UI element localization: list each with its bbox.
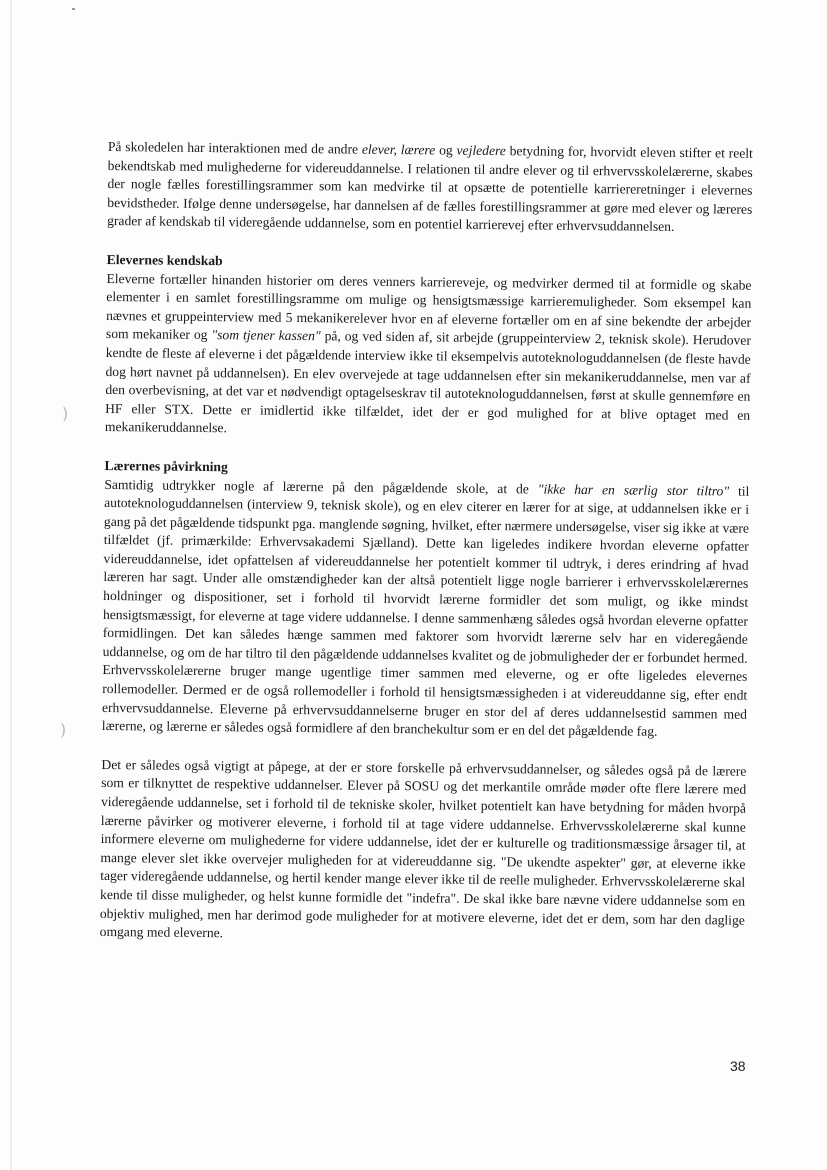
text-run: betydning for, hvorvidt eleven stifter et reelt bekendtskab med mulighederne for videreuddannelse. I relationen til andre elever og til erhvervsskolelærerne, skabes der nogle fælles forestillingsrammer som kan medvirke til at opsætte de potentielle karriereretninger i elevernes bevidstheder. Ifølge denne undersøgelse, har dannelsen af de fælles forestillingsrammer at gøre med elever og læreres grader af kendskab til videregående uddannelse, som en potentiel karrierevej efter erhvervsuddannelsen. bbox=[107, 143, 753, 235]
text-run: Eleverne fortæller hinanden historier om deres venners karriereveje, og medvirker dermed til at formidle og skabe elementer i en samlet forestillingsramme om mulige og hensigtsmæssige karrieremuligheder. Som eksempel kan nævnes et gruppeinterview med 5 mekanikerelever hvor en af eleverne fortæller om en af sine bekendte der arbejder som mekaniker og bbox=[105, 270, 752, 343]
page-number: 38 bbox=[730, 1058, 746, 1074]
section-heading-laerernes-pavirkning: Lærernes påvirkning bbox=[104, 457, 228, 475]
text-run: på, og ved siden af, sit arbejde (gruppeinterview 2, teknisk skole). Herudover kendte de fleste af eleverne i det pågældende interview ikke til eksempelvis autoteknologuddannelsen (de fleste havde dog hørt navnet på uddannelsen). En elev overvejede at tage uddannelsen efter sin mekanikeruddannelse, men var af den overbevisning, at det var et nødvendigt optagelseskrav til autoteknologuddannelsen, først at skulle gennemføre en HF eller STX. Dette er imidlertid ikke tilfældet, idet der er god mulighed for at blive optaget med en mekanikeruddannelse. bbox=[104, 328, 752, 436]
text-run: og bbox=[435, 142, 457, 158]
scan-speck bbox=[72, 8, 75, 10]
scan-artifact-mark: ) bbox=[60, 720, 67, 739]
text-run: På skoledelen har interaktionen med de andre bbox=[107, 138, 362, 157]
emphasis-text: vejledere bbox=[456, 142, 506, 159]
emphasis-quote: "som tjener kassen" bbox=[211, 327, 321, 344]
section-paragraph-elevernes-kendskab bbox=[105, 270, 752, 444]
text-run: til autoteknologuddannelsen (interview 9, teknisk skole), og en elev citerer en lærer for at sige, at uddannelsen ikke er i gang på det pågældende tidspunkt pga. manglende søgning, hvilket, efter nærmere undersøgelse, viser sig ikke at være tilfældet (jf. primærkilde: Erhvervsakademi Sjælland). Dette kan ligeledes indikere hvordan eleverne opfatter videreuddannelse, idet opfattelsen af videreuddannelse her potentielt kommer til udtryk, i deres erindring af hvad læreren har sagt. Under alle omstændigheder kan der altså potentielt ligge nogle barrierer i erhvervsskolelærernes holdninger og dispositioner, set i forhold til hvorvidt lærerne formidler det som muligt, og ikke mindst hensigtsmæssigt, for eleverne at tage videre uddannelse. I denne sammenhæng således også hvordan eleverne opfatter formidlingen. Det kan således hænge sammen med faktorer som hvorvidt lærerne selv har en videregående uddannelse, og om de har tiltro til den pågældende uddannelses kvalitet og de jobmuligheder der er forbundet hermed. Erhvervsskolelærerne bruger mange ugentlige timer sammen med eleverne, og er ofte ligeledes elevernes rollemodeller. Dermed er de også rollemodeller i forhold til hensigtsmæssigheden i at videreuddanne sig, efter endt erhvervsuddannelse. Eleverne på erhvervsuddannelserne bruger en stor del af deres uddannelsestid sammen med lærerne, og lærerne er således også formidlere af den branchekultur som er en del det pågældende fag. bbox=[101, 483, 750, 740]
emphasis-text: elever, lærere bbox=[361, 141, 436, 158]
intro-paragraph bbox=[107, 138, 753, 238]
emphasis-quote: "ikke har en særlig stor tiltro" bbox=[537, 481, 730, 499]
text-run: Samtidig udtrykker nogle af lærerne på den pågældende skole, at de bbox=[104, 476, 538, 497]
closing-paragraph: Det er således også vigtigt at påpege, at der er store forskelle på erhvervsuddannelser, og således også på de lærere som er tilknyttet de respektive uddannelser. Elever på SOSU og det merkantile område møder ofte flere lærere med videregående uddannelse, set i forhold til de tekniske skoler, hvilket potentielt kan have betydning for måden hvorpå lærerne påvirker og motiverer eleverne, i forhold til at tage videre uddannelse. Erhvervsskolelærerne skal kunne informere eleverne om mulighederne for videre uddannelse, idet der er kulturelle og traditionsmæssige årsager til, at mange elever slet ikke overvejer muligheden for at videreuddanne sig. "De ukendte aspekter" gør, at eleverne ikke tager videregående uddannelse, og hertil kender mange elever ikke til de reelle muligheder. Erhvervsskolelærerne skal kende til disse muligheder, og helst kunne formidle det "indefra". De skal ikke bare nævne videre uddannelse som en objektiv mulighed, men har derimod gode muligheder for at motivere eleverne, idet det er dem, som har den daglige omgang med eleverne. bbox=[99, 756, 747, 941]
scan-artifact-mark: ) bbox=[62, 404, 69, 423]
document-body bbox=[100, 138, 753, 948]
section-paragraph-laerernes-pavirkning bbox=[102, 475, 750, 742]
page-left-edge bbox=[10, 0, 12, 1170]
section-heading-elevernes-kendskab: Elevernes kendskab bbox=[106, 251, 223, 269]
